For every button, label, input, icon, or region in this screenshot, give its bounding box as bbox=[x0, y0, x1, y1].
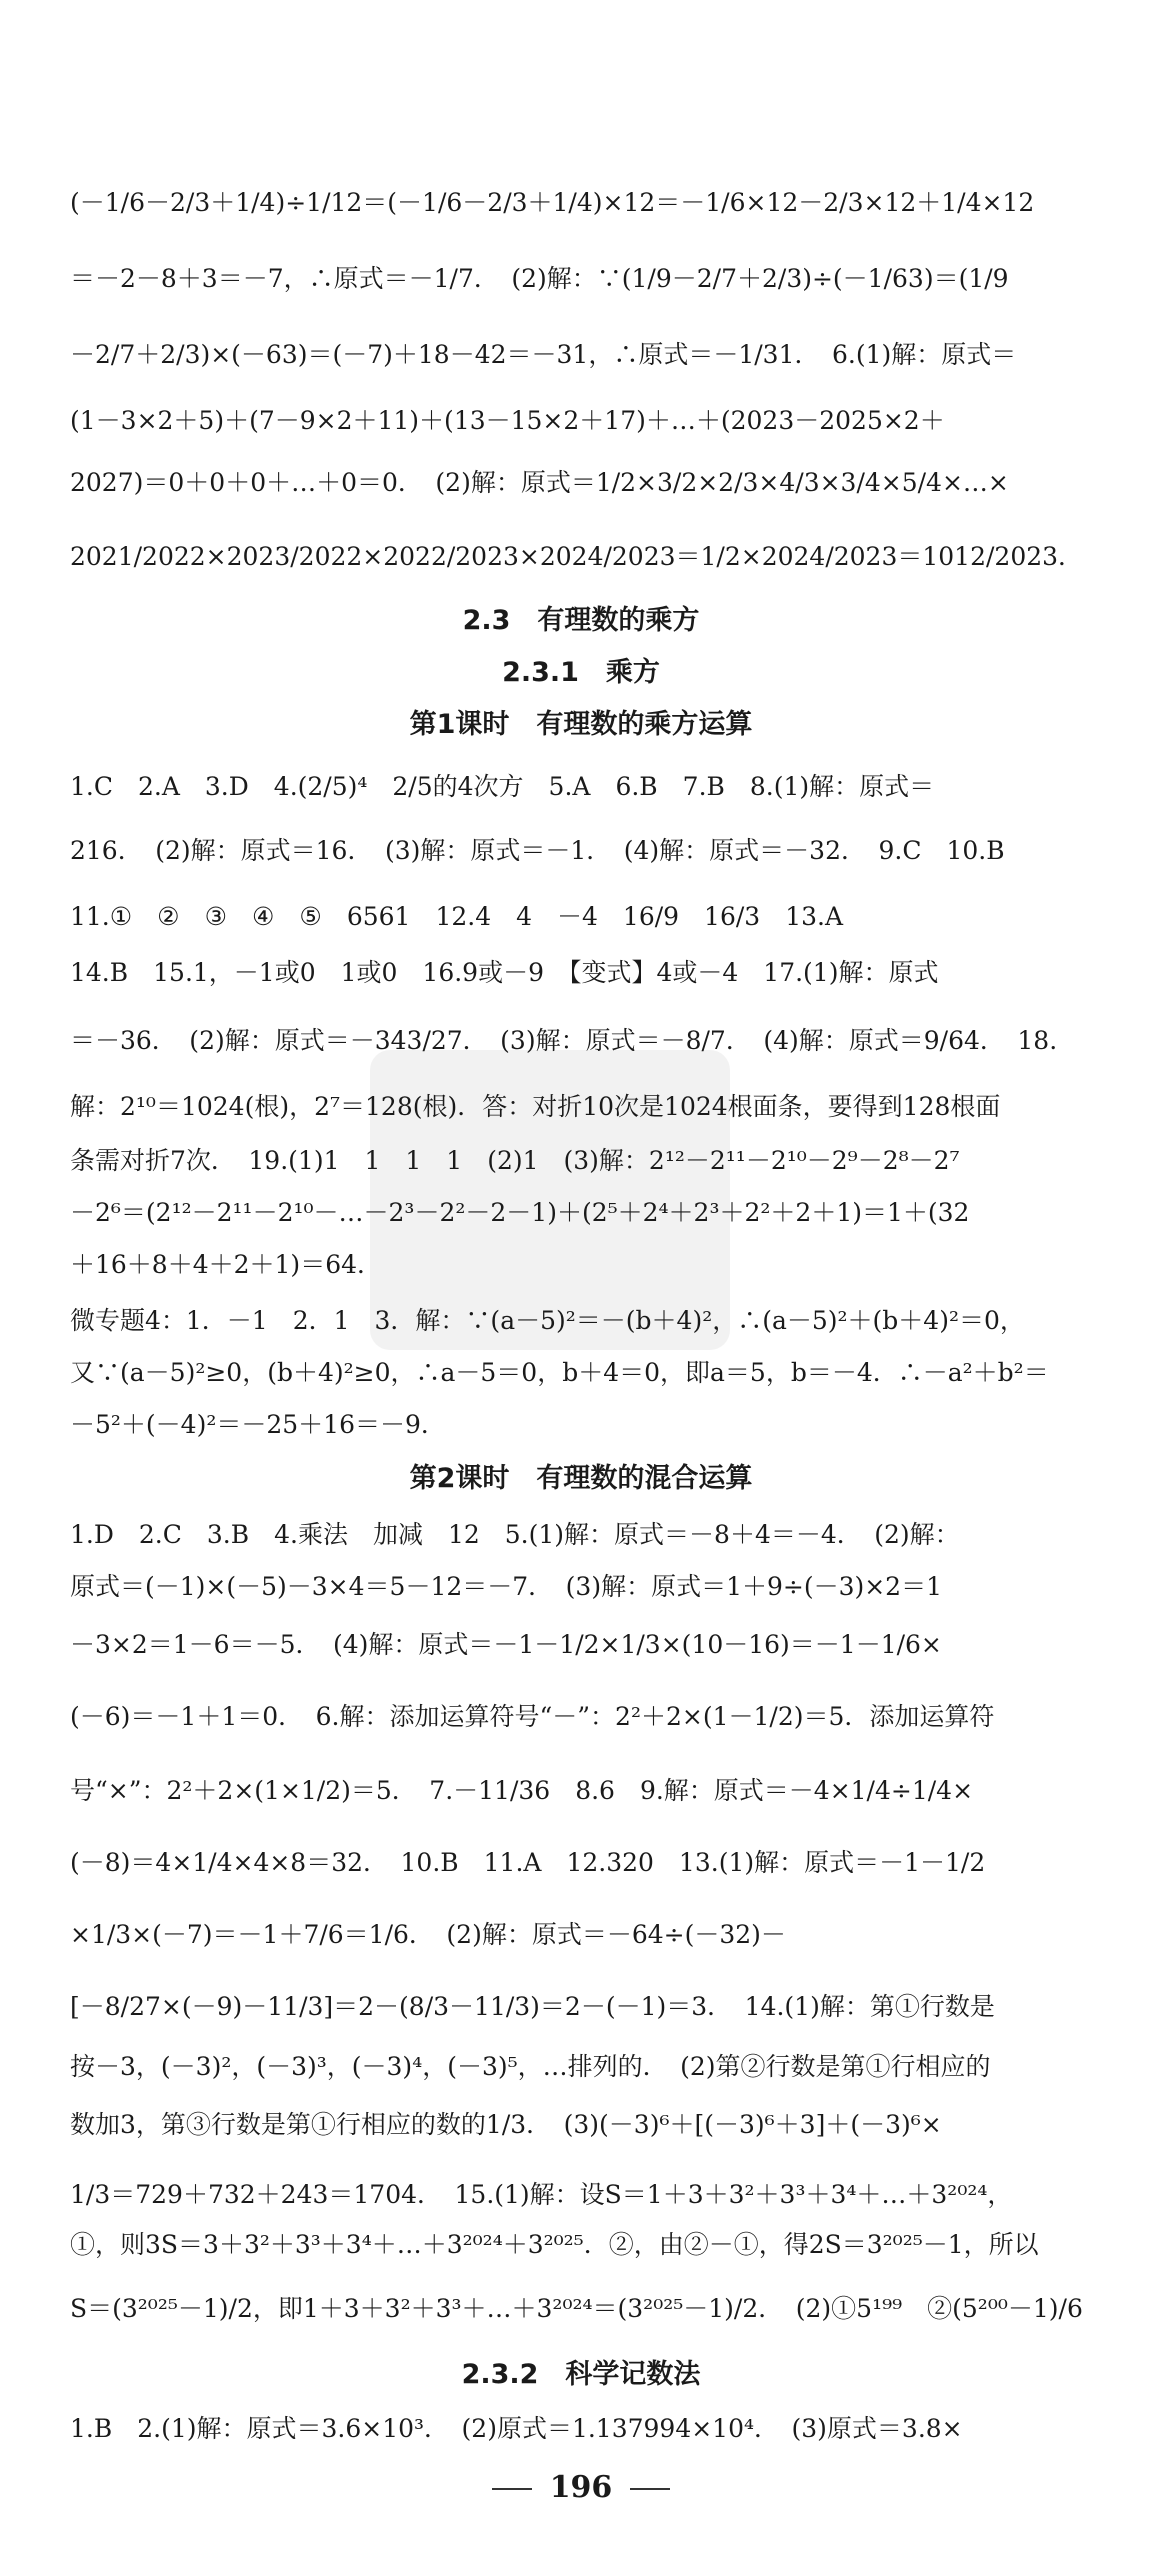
text-line: 解：2¹⁰＝1024(根)，2⁷＝128(根)．答：对折10次是1024根面条，要得到128根面 bbox=[70, 1092, 1001, 1121]
text-line: [－8/27×(－9)－11/3]＝2－(8/3－11/3)＝2－(－1)＝3． 14.(1)解：第①行数是 bbox=[70, 1992, 995, 2021]
text-line: 1.B 2.(1)解：原式＝3.6×10³． (2)原式＝1.137994×10⁴． (3)原式＝3.8× bbox=[70, 2414, 963, 2443]
page-number-text: 196 bbox=[549, 2470, 613, 2505]
text-line: ×1/3×(－7)＝－1＋7/6＝1/6． (2)解：原式＝－64÷(－32)－ bbox=[70, 1920, 786, 1949]
text-line: S＝(3²⁰²⁵－1)/2，即1＋3＋3²＋3³＋…＋3²⁰²⁴＝(3²⁰²⁵－1)/2． (2)①5¹⁹⁹ ②(5²⁰⁰－1)/6 bbox=[70, 2294, 1083, 2323]
text-line: 条需对折7次． 19.(1)1 1 1 1 (2)1 (3)解：2¹²－2¹¹－2¹⁰－2⁹－2⁸－2⁷ bbox=[70, 1146, 960, 1175]
text-line: －2/7＋2/3)×(－63)＝(－7)＋18－42＝－31，∴原式＝－1/31． 6.(1)解：原式＝ bbox=[70, 340, 1017, 369]
text-line: 按－3，(－3)²，(－3)³，(－3)⁴，(－3)⁵，…排列的． (2)第②行数是第①行相应的 bbox=[70, 2052, 991, 2081]
text-line: 微专题4：1．－1 2．1 3．解：∵(a－5)²＝－(b＋4)²，∴(a－5)²＋(b＋4)²＝0， bbox=[70, 1306, 1025, 1335]
lesson-heading: 第1课时 有理数的乘方运算 bbox=[409, 709, 753, 740]
text-line: 216． (2)解：原式＝16． (3)解：原式＝－1． (4)解：原式＝－32． 9.C 10.B bbox=[70, 836, 1005, 865]
text-line: (－8)＝4×1/4×4×8＝32． 10.B 11.A 12.320 13.(1)解：原式＝－1－1/2 bbox=[70, 1848, 986, 1877]
text-line: 1.D 2.C 3.B 4.乘法 加减 12 5.(1)解：原式＝－8＋4＝－4． (2)解： bbox=[70, 1520, 960, 1549]
subsection-heading: 2.3.1 乘方 bbox=[502, 657, 660, 688]
text-line: 11.① ② ③ ④ ⑤ 6561 12.4 4 －4 16/9 16/3 13.A bbox=[70, 902, 844, 931]
text-line: 数加3，第③行数是第①行相应的数的1/3． (3)(－3)⁶＋[(－3)⁶＋3]＋(－3)⁶× bbox=[70, 2110, 942, 2139]
text-line: 14.B 15.1，－1或0 1或0 16.9或－9 【变式】4或－4 17.(1)解：原式 bbox=[70, 958, 939, 987]
text-line: (－1/6－2/3＋1/4)÷1/12＝(－1/6－2/3＋1/4)×12＝－1/6×12－2/3×12＋1/4×12 bbox=[70, 188, 1035, 217]
text-line: (－6)＝－1＋1＝0． 6.解：添加运算符号“－”：2²＋2×(1－1/2)＝5．添加运算符 bbox=[70, 1702, 995, 1731]
text-line: －3×2＝1－6＝－5． (4)解：原式＝－1－1/2×1/3×(10－16)＝－1－1/6× bbox=[70, 1630, 942, 1659]
lesson-heading: 第2课时 有理数的混合运算 bbox=[409, 1463, 753, 1494]
text-line: 1/3＝729＋732＋243＝1704． 15.(1)解：设S＝1＋3＋3²＋3³＋3⁴＋…＋3²⁰²⁴， bbox=[70, 2180, 1013, 2209]
section-heading: 2.3 有理数的乘方 bbox=[462, 605, 700, 636]
text-line: 又∵(a－5)²≥0，(b＋4)²≥0，∴a－5＝0，b＋4＝0，即a＝5，b＝－4．∴－a²＋b²＝ bbox=[70, 1358, 1049, 1387]
text-line: 2027)＝0＋0＋0＋…＋0＝0． (2)解：原式＝1/2×3/2×2/3×4/3×3/4×5/4×…× bbox=[70, 468, 1009, 497]
text-line: －5²＋(－4)²＝－25＋16＝－9． bbox=[70, 1410, 446, 1439]
subsection-heading: 2.3.2 科学记数法 bbox=[461, 2359, 701, 2390]
text-line: 原式＝(－1)×(－5)－3×4＝5－12＝－7． (3)解：原式＝1＋9÷(－3)×2＝1 bbox=[70, 1572, 942, 1601]
page-number bbox=[0, 2470, 1162, 2505]
text-line: 1.C 2.A 3.D 4.(2/5)⁴ 2/5的4次方 5.A 6.B 7.B 8.(1)解：原式＝ bbox=[70, 772, 935, 801]
text-line: (1－3×2＋5)＋(7－9×2＋11)＋(13－15×2＋17)＋…＋(2023－2025×2＋ bbox=[70, 406, 945, 435]
text-line: －2⁶＝(2¹²－2¹¹－2¹⁰－…－2³－2²－2－1)＋(2⁵＋2⁴＋2³＋2²＋2＋1)＝1＋(32 bbox=[70, 1198, 970, 1227]
text-line: 号“×”：2²＋2×(1×1/2)＝5． 7.－11/36 8.6 9.解：原式＝－4×1/4÷1/4× bbox=[70, 1776, 974, 1805]
text-line: 2021/2022×2023/2022×2022/2023×2024/2023＝1/2×2024/2023＝1012/2023． bbox=[70, 542, 1084, 571]
text-line: ①，则3S＝3＋3²＋3³＋3⁴＋…＋3²⁰²⁴＋3²⁰²⁵．②，由②－①，得2S＝3²⁰²⁵－1，所以 bbox=[70, 2230, 1039, 2259]
text-line: ＝－36． (2)解：原式＝－343/27． (3)解：原式＝－8/7． (4)解：原式＝9/64． 18. bbox=[70, 1026, 1058, 1055]
text-line: ＋16＋8＋4＋2＋1)＝64． bbox=[70, 1250, 383, 1279]
text-line: ＝－2－8＋3＝－7，∴原式＝－1/7． (2)解：∵(1/9－2/7＋2/3)÷(－1/63)＝(1/9 bbox=[70, 264, 1009, 293]
